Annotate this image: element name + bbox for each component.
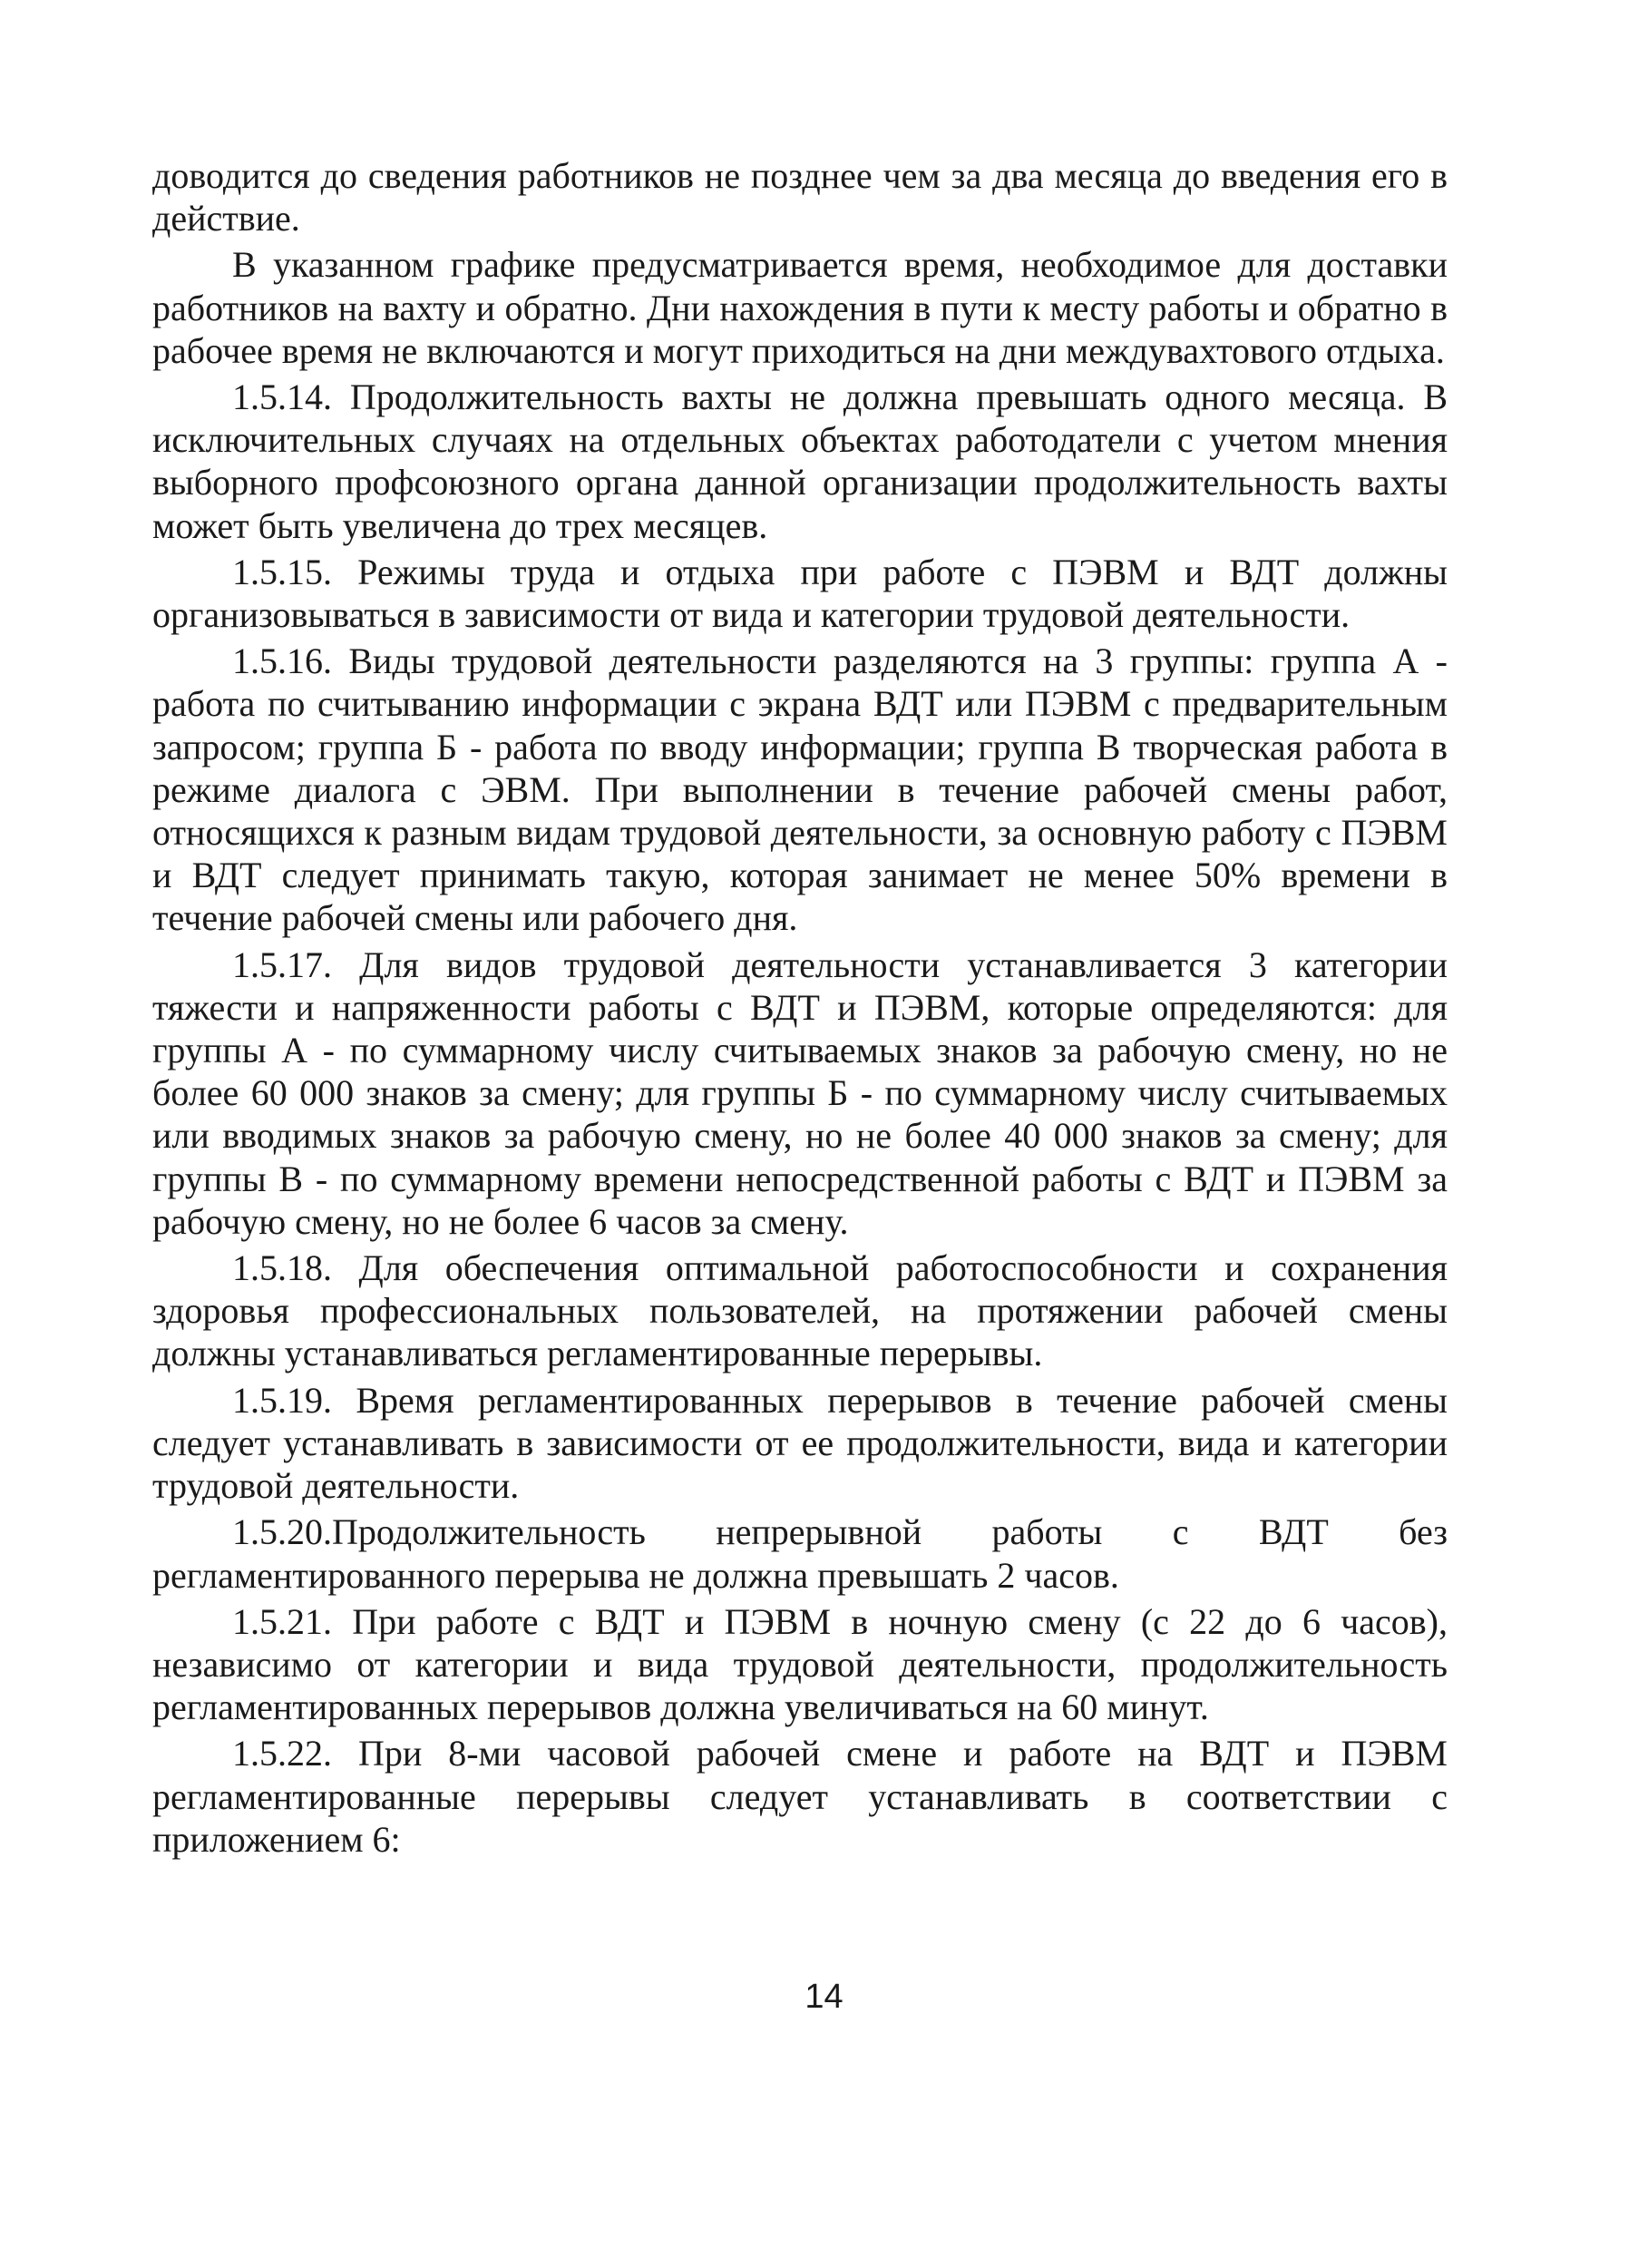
paragraph-1-5-14: 1.5.14. Продолжительность вахты не должна превышать одного месяца. В исключительных случаях на отдельных объектах работодатели с учетом мнения выборного профсоюзного органа данной организации продолжительность вахты может быть увеличена до трех месяцев. — [152, 376, 1448, 546]
paragraph-1-5-17: 1.5.17. Для видов трудовой деятельности устанавливается 3 категории тяжести и напряженности работы с ВДТ и ПЭВМ, которые определяются: для группы А - по суммарному числу считываемых знаков за рабочую смену, но не более 60 000 знаков за смену; для группы Б - по суммарному числу считываемых или вводимых знаков за рабочую смену, но не более 40 000 знаков за смену; для группы В - по суммарному времени непосредственной работы с ВДТ и ПЭВМ за рабочую смену, но не более 6 часов за смену. — [152, 943, 1448, 1242]
paragraph-1-5-20: 1.5.20.Продолжительность непрерывной работы с ВДТ без регламентированного перерыва не должна превышать 2 часов. — [152, 1511, 1448, 1596]
paragraph-1-5-16: 1.5.16. Виды трудовой деятельности разделяются на 3 группы: группа А - работа по считыванию информации с экрана ВДТ или ПЭВМ с предварительным запросом; группа Б - работа по вводу информации; группа В творческая работа в режиме диалога с ЭВМ. При выполнении в течение рабочей смены работ, относящихся к разным видам трудовой деятельности, за основную работу с ПЭВМ и ВДТ следует принимать такую, которая занимает не менее 50% времени в течение рабочей смены или рабочего дня. — [152, 640, 1448, 939]
paragraph-schedule: В указанном графике предусматривается время, необходимое для доставки работников на вахту и обратно. Дни нахождения в пути к месту работы и обратно в рабочее время не включаются и могут приходиться на дни междувахтового отдыха. — [152, 244, 1448, 371]
paragraph-1-5-15: 1.5.15. Режимы труда и отдыха при работе с ПЭВМ и ВДТ должны организовываться в зависимости от вида и категории трудовой деятельности. — [152, 551, 1448, 636]
paragraph-1-5-19: 1.5.19. Время регламентированных перерывов в течение рабочей смены следует устанавливать в зависимости от ее продолжительности, вида и категории трудовой деятельности. — [152, 1379, 1448, 1507]
paragraph-1-5-22: 1.5.22. При 8-ми часовой рабочей смене и работе на ВДТ и ПЭВМ регламентированные перерывы следует устанавливать в соответствии с приложением 6: — [152, 1733, 1448, 1860]
paragraph-1-5-21: 1.5.21. При работе с ВДТ и ПЭВМ в ночную смену (с 22 до 6 часов), независимо от категории и вида трудовой деятельности, продолжительность регламентированных перерывов должна увеличиваться на 60 минут. — [152, 1600, 1448, 1728]
paragraph-1-5-18: 1.5.18. Для обеспечения оптимальной работоспособности и сохранения здоровья профессиональных пользователей, на протяжении рабочей смены должны устанавливаться регламентированные перерывы. — [152, 1247, 1448, 1374]
document-page — [152, 154, 1448, 1864]
page-number: 14 — [804, 1978, 844, 2016]
paragraph-continuation: доводится до сведения работников не позднее чем за два месяца до введения его в действие. — [152, 155, 1448, 240]
